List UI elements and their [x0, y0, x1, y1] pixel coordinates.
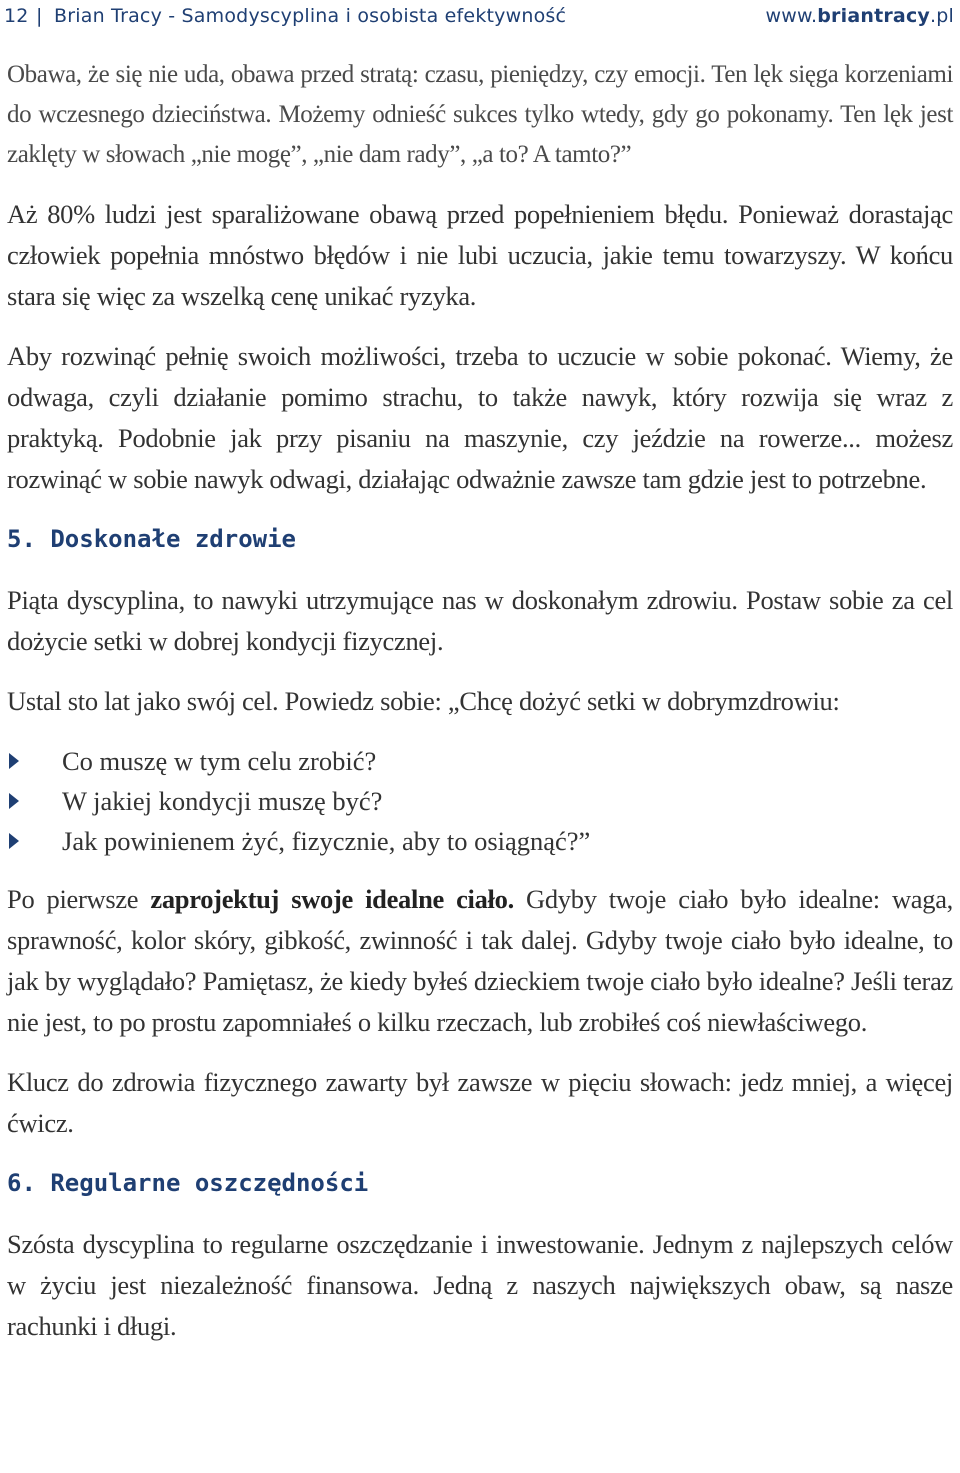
paragraph-courage: Aby rozwinąć pełnię swoich możliwości, trzeba to uczucie w sobie pokonać. Wiemy, że odwaga, czyli działanie pomimo strachu, to także nawyk, który rozwija się wraz z praktyką. Podobnie jak przy pisaniu na maszynie, czy jeździe na rowerze... możesz rozwinąć w sobie nawyk odwagi, działając odważnie zawsze tam gdzie jest to potrzebne.: [7, 341, 953, 494]
list-item-text: Jak powinienem żyć, fizycznie, aby to osiągnąć?”: [62, 826, 591, 856]
paragraph-fear: Obawa, że się nie uda, obawa przed stratą: czasu, pieniędzy, czy emocji. Ten lęk sięga korzeniami do wczesnego dzieciństwa. Możemy odnieść sukces tylko wtedy, gdy go pokonamy. Ten lęk jest zaklęty w słowach „nie mogę”, „nie dam rady”, „a to? A tamto?”: [7, 61, 953, 168]
section-heading-savings: 6. Regularne oszczędności: [7, 1169, 369, 1197]
triangle-right-icon: [9, 833, 19, 849]
url-suffix: .pl: [930, 5, 954, 27]
paragraph-health-key: Klucz do zdrowia fizycznego zawarty był zawsze w pięciu słowach: jedz mniej, a więcej ćwicz.: [7, 1067, 953, 1138]
paragraph-mistakes: Aż 80% ludzi jest sparaliżowane obawą przed popełnieniem błędu. Ponieważ dorastając człowiek popełnia mnóstwo błędów i nie lubi uczucia, jakie temu towarzyszy. W końcu stara się więc za wszelką cenę unikać ryzyka.: [7, 199, 953, 311]
url-bold: briantracy: [817, 5, 931, 27]
triangle-right-icon: [9, 793, 19, 809]
list-item: [7, 781, 953, 821]
ideal-body-rest: Gdyby twoje ciało było idealne: waga, sprawność, kolor skóry, gibkość, zwinność i tak dalej. Gdyby twoje ciało było idealne, to jak by wyglądało? Pamiętasz, że kiedy byłeś dzieckiem twoje ciało było idealne? Jeśli teraz nie jest, to po prostu zapomniałeś o kilku rzeczach, lub zrobiłeś coś niewłaściwego.: [7, 884, 954, 1037]
paragraph-ideal-body: [7, 879, 953, 1043]
book-title: Brian Tracy - Samodyscyplina i osobista efektywność: [54, 5, 567, 27]
list-item: [7, 821, 953, 861]
triangle-right-icon: [9, 753, 19, 769]
page-number: 12: [4, 5, 29, 27]
list-item: [7, 741, 953, 781]
paragraph-health-intro: Piąta dyscyplina, to nawyki utrzymujące nas w doskonałym zdrowiu. Postaw sobie za cel dożycie setki w dobrej kondycji fizycznej.: [7, 585, 953, 656]
header-separator: |: [36, 5, 43, 27]
section-heading-health: 5. Doskonałe zdrowie: [7, 525, 296, 553]
paragraph-savings: Szósta dyscyplina to regularne oszczędzanie i inwestowanie. Jednym z najlepszych celów w życiu jest niezależność finansowa. Jedną z naszych największych obaw, są nasze rachunki i długi.: [7, 1229, 953, 1341]
list-item-text: Co muszę w tym celu zrobić?: [62, 746, 377, 776]
ideal-body-emphasis: zaprojektuj swoje idealne ciało.: [150, 884, 514, 914]
page-content: [7, 55, 953, 1366]
paragraph-goal: Ustal sto lat jako swój cel. Powiedz sobie: „Chcę dożyć setki w dobrymzdrowiu:: [7, 686, 840, 716]
ideal-body-start: Po pierwsze: [7, 884, 151, 914]
page-header: [0, 0, 960, 36]
list-item-text: W jakiej kondycji muszę być?: [62, 786, 383, 816]
question-list: [7, 741, 953, 861]
website-link[interactable]: [766, 5, 954, 27]
url-prefix: www.: [765, 5, 818, 27]
